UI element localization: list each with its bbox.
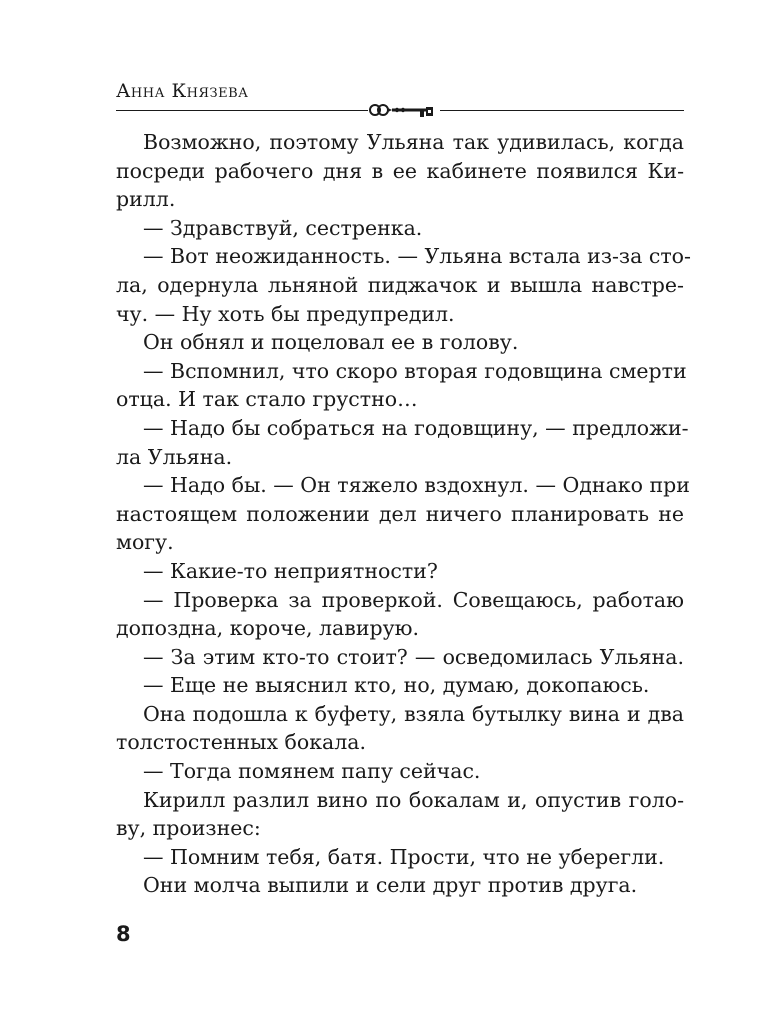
text-line: ла Ульяна. [116,444,233,469]
text-line: — Вспомнил, что скоро вторая годовщина смерти [143,358,687,383]
text-line: — Какие-то неприятности? [143,558,438,583]
text-line: чу. — Ну хоть бы предупредил. [116,301,455,326]
text-line: допоздна, короче, лавирую. [116,616,420,641]
text-line: — Помним тебя, батя. Прости, что не уберегли. [143,844,665,869]
page-number: 8 [116,922,131,946]
text-line: посреди рабочего дня в ее кабинете появился Ки- [116,158,684,183]
text-line: ву, произнес: [116,816,261,841]
text-line: Она подошла к буфету, взяла бутылку вина и два [143,701,684,726]
text-line: настоящем положении дел ничего планировать не [116,501,684,526]
text-line: Возможно, поэтому Ульяна так удивилась, когда [143,130,684,154]
text-line: — Проверка за проверкой. Совещаюсь, работаю [143,587,684,612]
text-line: — Надо бы собраться на годовщину, — предложи- [143,415,689,440]
text-line: Они молча выпили и сели друг против друга. [143,873,638,898]
text-line: — Еще не выяснил кто, но, думаю, докопаюсь. [143,673,650,698]
text-line: могу. [116,530,174,555]
key-icon [368,99,440,121]
text-line: рилл. [116,187,176,212]
body-text [116,128,691,900]
text-line: толстостенных бокала. [116,730,367,755]
text-line: Он обнял и поцеловал ее в голову. [143,330,519,355]
text-line: — За этим кто-то стоит? — осведомилась Ульяна. [143,644,684,669]
text-line: — Здравствуй, сестренка. [143,215,423,240]
text-line: — Вот неожиданность. — Ульяна встала из-за сто- [143,244,691,269]
text-line: — Надо бы. — Он тяжело вздохнул. — Однако при [143,473,690,498]
running-header-author: Анна Князева [116,80,249,102]
text-line: Кирилл разлил вино по бокалам и, опустив голо- [143,787,684,812]
text-line: отца. И так стало грустно… [116,387,418,412]
text-line: — Тогда помянем папу сейчас. [143,759,481,784]
text-line: ла, одернула льняной пиджачок и вышла навстре- [116,272,684,297]
